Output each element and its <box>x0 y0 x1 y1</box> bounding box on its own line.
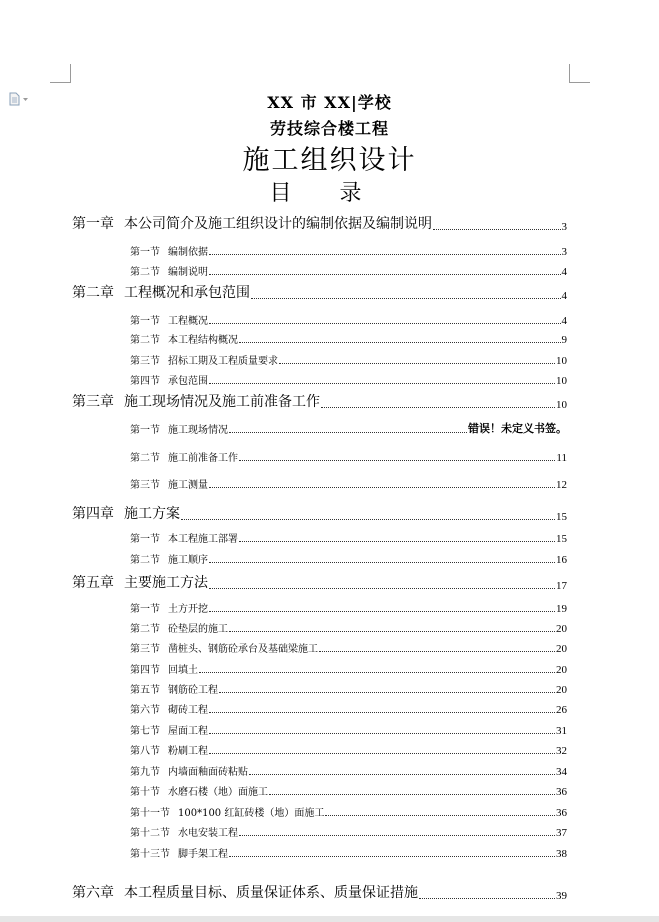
toc-dot-leader <box>209 274 561 275</box>
toc-entry-title: 回填土 <box>168 665 198 676</box>
school-name: XX 市 XX|学校 <box>267 93 392 112</box>
toc-section-entry[interactable] <box>130 243 567 258</box>
toc-dot-leader <box>239 541 555 542</box>
toc-dot-leader <box>209 588 555 589</box>
toc-entry-number: 第四节 <box>130 665 160 676</box>
toc-entry-title: 砌砖工程 <box>168 705 208 716</box>
toc-dot-leader <box>229 631 555 632</box>
toc-page-number: 3 <box>561 221 567 233</box>
toc-entry-label <box>130 804 324 819</box>
toc-entry-number: 第二章 <box>72 285 114 301</box>
toc-entry-number: 第三节 <box>130 356 160 367</box>
toc-entry-number: 第五章 <box>72 575 114 591</box>
toc-title: 目录 <box>269 181 410 206</box>
toc-entry-title: 施工方案 <box>124 506 180 522</box>
toc-dot-leader <box>199 672 555 673</box>
toc-section-entry[interactable] <box>130 701 567 716</box>
toc-chapter-entry[interactable] <box>72 503 567 523</box>
toc-chapter-entry[interactable] <box>72 572 567 592</box>
toc-entry-label <box>130 449 238 464</box>
toc-entry-number: 第五节 <box>130 685 160 696</box>
toc-entry-title: 砼垫层的施工 <box>168 624 228 635</box>
toc-entry-title: 屋面工程 <box>168 726 208 737</box>
toc-entry-number: 第一节 <box>130 534 160 545</box>
toc-page-number: 16 <box>556 554 567 566</box>
toc-entry-number: 第三章 <box>72 394 114 410</box>
toc-page-number: 11 <box>556 452 567 464</box>
toc-entry-label <box>130 620 228 635</box>
toc-chapter-entry[interactable] <box>72 391 567 411</box>
toc-entry-label <box>130 263 208 278</box>
toc-entry-label <box>72 391 320 411</box>
toc-entry-number: 第三节 <box>130 644 160 655</box>
toc-entry-title: 水电安装工程 <box>178 828 238 839</box>
toc-section-entry[interactable] <box>130 476 567 491</box>
toc-entry-label <box>130 783 268 798</box>
toc-entry-title: 招标工期及工程质量要求 <box>168 356 278 367</box>
toc-entry-title: 本工程结构概况 <box>168 335 238 346</box>
toc-entry-label <box>130 661 198 676</box>
toc-dot-leader <box>209 562 555 563</box>
toc-entry-label <box>130 600 208 615</box>
toc-entry-title: 工程概况和承包范围 <box>124 285 250 301</box>
toc-entry-number: 第六章 <box>72 885 114 901</box>
toc-section-entry[interactable] <box>130 783 567 798</box>
toc-entry-title: 承包范围 <box>168 376 208 387</box>
toc-page-number: 10 <box>556 355 567 367</box>
toc-section-entry[interactable] <box>130 845 567 860</box>
toc-entry-title: 内墙面釉面砖粘贴 <box>168 767 248 778</box>
toc-page-number: 15 <box>556 511 567 523</box>
toc-dot-leader <box>209 487 555 488</box>
toc-entry-number: 第二节 <box>130 453 160 464</box>
toc-dot-leader <box>229 856 555 857</box>
toc-entry-number: 第八节 <box>130 746 160 757</box>
toc-chapter-entry[interactable] <box>72 213 567 233</box>
toc-entry-title: 施工测量 <box>168 480 208 491</box>
toc-entry-number: 第七节 <box>130 726 160 737</box>
toc-page-number: 10 <box>556 375 567 387</box>
page-bottom-edge <box>0 916 659 922</box>
toc-section-entry[interactable] <box>130 804 567 819</box>
toc-section-entry[interactable] <box>130 600 567 615</box>
toc-dot-leader <box>209 323 561 324</box>
toc-entry-label <box>130 476 208 491</box>
toc-page-number: 3 <box>561 246 567 258</box>
toc-entry-number: 第一节 <box>130 316 160 327</box>
toc-dot-leader <box>181 519 555 520</box>
toc-entry-number: 第二节 <box>130 267 160 278</box>
toc-entry-number: 第十节 <box>130 787 160 798</box>
toc-entry-title: 编制依据 <box>168 247 208 258</box>
toc-entry-label <box>130 701 208 716</box>
toc-section-entry[interactable] <box>130 722 567 737</box>
toc-entry-label <box>130 681 218 696</box>
toc-dot-leader <box>321 407 555 408</box>
toc-page-number: 38 <box>556 848 567 860</box>
toc-dot-leader <box>419 898 555 899</box>
toc-dot-leader <box>219 692 555 693</box>
toc-section-entry[interactable] <box>130 312 567 327</box>
toc-entry-title: 工程概况 <box>168 316 208 327</box>
toc-entry-number: 第四节 <box>130 376 160 387</box>
toc-dot-leader <box>209 254 561 255</box>
toc-section-entry[interactable] <box>130 372 567 387</box>
toc-page-number: 34 <box>556 766 567 778</box>
toc-dot-leader <box>325 815 555 816</box>
toc-entry-number: 第十三节 <box>130 849 170 860</box>
toc-entry-label <box>130 243 208 258</box>
toc-entry-label <box>130 640 318 655</box>
toc-dot-leader <box>209 611 555 612</box>
toc-page-number: 19 <box>556 603 567 615</box>
toc-entry-label <box>130 530 238 545</box>
toc-entry-label <box>130 312 208 327</box>
toc-page-number: 20 <box>556 643 567 655</box>
toc-page-number: 4 <box>561 290 567 302</box>
toc-entry-label <box>130 421 228 436</box>
corner-mark-top-right-v <box>569 64 570 83</box>
toc-section-entry[interactable] <box>130 449 567 464</box>
corner-mark-top-left-h <box>50 82 71 83</box>
toc-entry-number: 第十二节 <box>130 828 170 839</box>
toc-entry-title: 施工顺序 <box>168 555 208 566</box>
toc-entry-number: 第三节 <box>130 480 160 491</box>
toc-dot-leader <box>239 460 555 461</box>
toc-page-number: 39 <box>556 890 567 902</box>
toc-page-number: 20 <box>556 684 567 696</box>
toc-page-number: 4 <box>561 266 567 278</box>
toc-entry-label <box>72 882 418 902</box>
toc-entry-title: 土方开挖 <box>168 604 208 615</box>
toc-section-entry[interactable] <box>130 661 567 676</box>
toc-section-entry[interactable] <box>130 620 567 635</box>
toc-entry-label <box>72 503 180 523</box>
toc-entry-label <box>130 551 208 566</box>
toc-section-entry[interactable] <box>130 640 567 655</box>
toc-entry-label <box>72 213 432 233</box>
toc-entry-label <box>130 763 248 778</box>
toc-chapter-entry[interactable] <box>72 882 567 902</box>
toc-entry-number: 第六节 <box>130 705 160 716</box>
toc-page-number: 36 <box>556 807 567 819</box>
toc-page-number: 9 <box>561 334 567 346</box>
toc-entry-title: 本工程质量目标、质量保证体系、质量保证措施 <box>124 885 418 901</box>
toc-dot-leader <box>433 229 561 230</box>
toc-dot-leader <box>251 298 561 299</box>
toc-page-number: 37 <box>556 827 567 839</box>
toc-page-number: 26 <box>556 704 567 716</box>
toc-entry-title: 主要施工方法 <box>124 575 208 591</box>
toc-entry-number: 第二节 <box>130 624 160 635</box>
toc-section-entry[interactable] <box>130 742 567 757</box>
toc-section-entry[interactable] <box>130 763 567 778</box>
toc-section-entry[interactable] <box>130 824 567 839</box>
toc-entry-title: 100*100 红缸砖楼（地）面施工 <box>178 808 325 819</box>
toc-entry-label <box>130 742 208 757</box>
toc-entry-title: 钢筋砼工程 <box>168 685 218 696</box>
toc-section-entry[interactable] <box>130 352 567 367</box>
toc-page-number: 20 <box>556 623 567 635</box>
toc-page-number: 17 <box>556 580 567 592</box>
toc-dot-leader <box>229 432 467 433</box>
toc-page-number: 12 <box>556 479 567 491</box>
toc-chapter-entry[interactable] <box>72 282 567 302</box>
toc-section-entry[interactable] <box>130 331 567 346</box>
toc-entry-number: 第二节 <box>130 555 160 566</box>
toc-entry-number: 第二节 <box>130 335 160 346</box>
toc-section-entry[interactable] <box>130 530 567 545</box>
toc-page-number: 20 <box>556 664 567 676</box>
toc-section-entry[interactable] <box>130 420 567 436</box>
toc-entry-label <box>130 352 278 367</box>
toc-entry-title: 水磨石楼（地）面施工 <box>168 787 268 798</box>
toc-page-number: 15 <box>556 533 567 545</box>
toc-entry-label <box>130 824 238 839</box>
toc-dot-leader <box>249 774 555 775</box>
toc-entry-title: 施工现场情况 <box>168 425 228 436</box>
toc-entry-number: 第十一节 <box>130 808 170 819</box>
document-title: 施工组织设计 <box>242 145 417 176</box>
toc-entry-title: 本工程施工部署 <box>168 534 238 545</box>
toc-section-entry[interactable] <box>130 681 567 696</box>
toc-page-number: 36 <box>556 786 567 798</box>
toc-dot-leader <box>209 733 555 734</box>
toc-entry-label <box>130 372 208 387</box>
toc-page-number: 31 <box>556 725 567 737</box>
toc-entry-label <box>130 845 228 860</box>
toc-entry-label <box>130 331 238 346</box>
corner-mark-top-left-v <box>70 64 71 83</box>
toc-entry-title: 编制说明 <box>168 267 208 278</box>
toc-section-entry[interactable] <box>130 551 567 566</box>
toc-entry-label <box>72 282 250 302</box>
corner-mark-top-right-h <box>569 82 590 83</box>
toc-dot-leader <box>209 753 555 754</box>
toc-entry-title: 本公司简介及施工组织设计的编制依据及编制说明 <box>124 216 432 232</box>
toc-entry-label <box>72 572 208 592</box>
toc-entry-title: 脚手架工程 <box>178 849 228 860</box>
toc-entry-label <box>130 722 208 737</box>
toc-entry-number: 第一节 <box>130 604 160 615</box>
toc-page-number: 错误！未定义书签。 <box>468 423 567 435</box>
toc-dot-leader <box>209 383 555 384</box>
toc-section-entry[interactable] <box>130 263 567 278</box>
toc-dot-leader <box>269 794 555 795</box>
toc-entry-number: 第一章 <box>72 216 114 232</box>
toc-dot-leader <box>319 651 555 652</box>
project-name: 劳技综合楼工程 <box>269 119 389 138</box>
toc-entry-title: 施工前准备工作 <box>168 453 238 464</box>
toc-entry-number: 第一节 <box>130 425 160 436</box>
toc-page-number: 10 <box>556 399 567 411</box>
toc-entry-title: 凿桩头、钢筋砼承台及基础梁施工 <box>168 644 318 655</box>
toc-entry-title: 施工现场情况及施工前准备工作 <box>124 394 320 410</box>
toc-page-number: 32 <box>556 745 567 757</box>
toc-page-number: 4 <box>561 315 567 327</box>
toc-dot-leader <box>279 363 555 364</box>
toc-entry-number: 第一节 <box>130 247 160 258</box>
toc-entry-number: 第九节 <box>130 767 160 778</box>
toc-entry-number: 第四章 <box>72 506 114 522</box>
toc-dot-leader <box>239 835 555 836</box>
toc-dot-leader <box>239 342 561 343</box>
toc-dot-leader <box>209 712 555 713</box>
toc-entry-title: 粉刷工程 <box>168 746 208 757</box>
